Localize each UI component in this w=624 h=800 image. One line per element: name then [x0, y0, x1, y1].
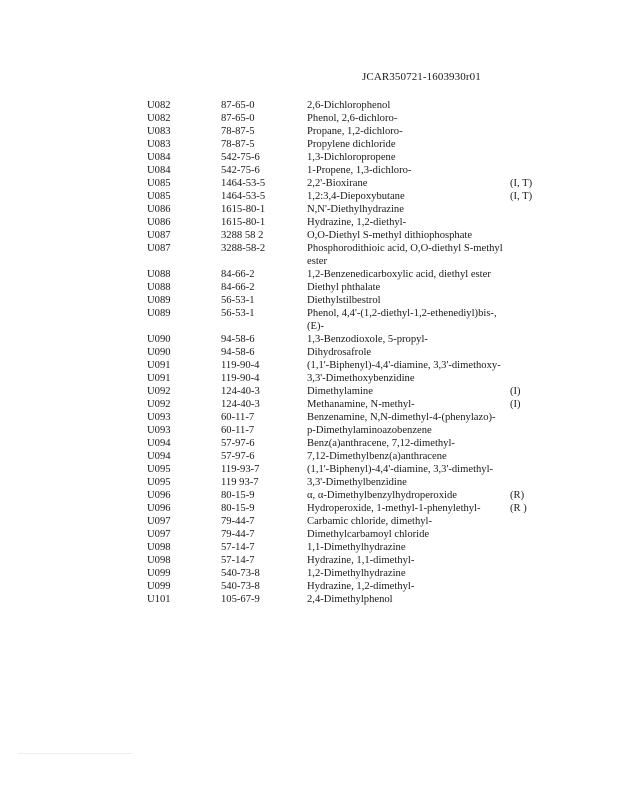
hazard-code [510, 515, 546, 528]
hazard-code [510, 112, 546, 125]
cas-number: 87-65-0 [221, 113, 255, 124]
table-row [147, 437, 546, 450]
hazard-code [510, 554, 546, 567]
footer-divider [18, 753, 133, 754]
cas-number: 119-90-4 [221, 373, 260, 384]
table-row [147, 515, 546, 528]
table-row [147, 359, 546, 372]
table-row [147, 398, 546, 411]
hazardous-waste-table [147, 99, 546, 606]
substance-name: p-Dimethylaminoazobenzene [307, 425, 432, 436]
cas-number: 1615-80-1 [221, 217, 266, 228]
substance-name: 1,3-Dichloropropene [307, 152, 396, 163]
hazard-code [510, 450, 546, 463]
cas-number: 540-73-8 [221, 581, 260, 592]
table-row [147, 580, 546, 593]
substance-name: α, α-Dimethylbenzylhydroperoxide [307, 490, 457, 501]
waste-code: U087 [147, 230, 171, 241]
substance-name: Hydrazine, 1,2-dimethyl- [307, 581, 415, 592]
cas-number: 542-75-6 [221, 165, 260, 176]
waste-code: U099 [147, 581, 171, 592]
table-row [147, 112, 546, 125]
hazard-code [510, 463, 546, 476]
waste-code: U087 [147, 243, 171, 254]
substance-name: 2,4-Dimethylphenol [307, 594, 393, 605]
waste-code: U096 [147, 490, 171, 501]
waste-code: U101 [147, 594, 171, 605]
table-row [147, 177, 546, 190]
substance-name: 1,1-Dimethylhydrazine [307, 542, 406, 553]
substance-name: Propylene dichloride [307, 139, 396, 150]
waste-code: U098 [147, 542, 171, 553]
table-row [147, 242, 546, 268]
substance-name: (1,1'-Biphenyl)-4,4'-diamine, 3,3'-dimethoxy- [307, 360, 501, 371]
waste-code: U085 [147, 178, 171, 189]
cas-number: 78-87-5 [221, 126, 255, 137]
substance-name: 1,2-Benzenedicarboxylic acid, diethyl ester [307, 269, 491, 280]
hazard-code: (I) [510, 399, 521, 410]
hazard-code [510, 359, 546, 372]
substance-name: Dihydrosafrole [307, 347, 372, 358]
substance-name: Methanamine, N-methyl- [307, 399, 415, 410]
waste-code: U082 [147, 113, 171, 124]
cas-number: 87-65-0 [221, 100, 255, 111]
hazard-code [510, 411, 546, 424]
hazard-code [510, 268, 546, 281]
table-row [147, 164, 546, 177]
cas-number: 78-87-5 [221, 139, 255, 150]
cas-number: 94-58-6 [221, 334, 255, 345]
hazard-code [510, 541, 546, 554]
waste-code: U090 [147, 334, 171, 345]
cas-number: 94-58-6 [221, 347, 255, 358]
table-row [147, 463, 546, 476]
waste-code: U096 [147, 503, 171, 514]
hazard-code [510, 333, 546, 346]
substance-name: Phosphorodithioic acid, O,O-diethyl S-methyl ester [307, 243, 503, 267]
cas-number: 119-93-7 [221, 464, 260, 475]
waste-code: U085 [147, 191, 171, 202]
cas-number: 3288 58 2 [221, 230, 264, 241]
hazard-code [510, 138, 546, 151]
table-row [147, 229, 546, 242]
substance-name: Benz(a)anthracene, 7,12-dimethyl- [307, 438, 455, 449]
cas-number: 57-14-7 [221, 555, 255, 566]
waste-code: U095 [147, 477, 171, 488]
substance-name: 1,3-Benzodioxole, 5-propyl- [307, 334, 428, 345]
cas-number: 1464-53-5 [221, 191, 266, 202]
waste-code: U095 [147, 464, 171, 475]
table-row [147, 346, 546, 359]
table-row [147, 476, 546, 489]
hazard-code [510, 307, 546, 333]
cas-number: 80-15-9 [221, 490, 255, 501]
hazard-code [510, 346, 546, 359]
cas-number: 84-66-2 [221, 282, 255, 293]
hazard-code [510, 164, 546, 177]
waste-code: U091 [147, 360, 171, 371]
substance-name: Phenol, 4,4'-(1,2-diethyl-1,2-ethenediyl)bis-, (E)- [307, 308, 497, 332]
cas-number: 60-11-7 [221, 412, 255, 423]
waste-code: U094 [147, 451, 171, 462]
cas-number: 84-66-2 [221, 269, 255, 280]
hazard-code [510, 567, 546, 580]
waste-code: U099 [147, 568, 171, 579]
hazard-code [510, 593, 546, 606]
hazard-code: (R ) [510, 503, 527, 514]
cas-number: 57-97-6 [221, 438, 255, 449]
substance-name: Phenol, 2,6-dichloro- [307, 113, 398, 124]
waste-code: U092 [147, 399, 171, 410]
cas-number: 105-67-9 [221, 594, 260, 605]
table-row [147, 138, 546, 151]
cas-number: 1464-53-5 [221, 178, 266, 189]
waste-code: U094 [147, 438, 171, 449]
table-row [147, 333, 546, 346]
cas-number: 119-90-4 [221, 360, 260, 371]
cas-number: 542-75-6 [221, 152, 260, 163]
table-row [147, 541, 546, 554]
substance-name: Hydrazine, 1,2-diethyl- [307, 217, 407, 228]
table-row [147, 294, 546, 307]
substance-name: Hydroperoxide, 1-methyl-1-phenylethyl- [307, 503, 481, 514]
table-row [147, 567, 546, 580]
waste-code: U097 [147, 529, 171, 540]
hazard-code [510, 151, 546, 164]
substance-name: O,O-Diethyl S-methyl dithiophosphate [307, 230, 473, 241]
table-row [147, 372, 546, 385]
table-row [147, 307, 546, 333]
cas-number: 124-40-3 [221, 399, 260, 410]
cas-number: 56-53-1 [221, 308, 255, 319]
waste-code: U088 [147, 269, 171, 280]
cas-number: 119 93-7 [221, 477, 259, 488]
cas-number: 56-53-1 [221, 295, 255, 306]
waste-code: U083 [147, 139, 171, 150]
hazard-code [510, 125, 546, 138]
hazard-code [510, 229, 546, 242]
cas-number: 1615-80-1 [221, 204, 266, 215]
cas-number: 3288-58-2 [221, 243, 266, 254]
table-row [147, 554, 546, 567]
substance-name: (1,1'-Biphenyl)-4,4'-diamine, 3,3'-dimethyl- [307, 464, 494, 475]
table-body [147, 99, 546, 606]
hazard-code: (R) [510, 490, 525, 501]
substance-name: Benzenamine, N,N-dimethyl-4-(phenylazo)- [307, 412, 496, 423]
substance-name: Hydrazine, 1,1-dimethyl- [307, 555, 415, 566]
waste-code: U097 [147, 516, 171, 527]
substance-name: 7,12-Dimethylbenz(a)anthracene [307, 451, 447, 462]
table-row [147, 268, 546, 281]
table-row [147, 450, 546, 463]
cas-number: 79-44-7 [221, 529, 255, 540]
substance-name: N,N'-Diethylhydrazine [307, 204, 404, 215]
hazard-code: (I, T) [510, 191, 533, 202]
hazard-code [510, 294, 546, 307]
waste-code: U089 [147, 308, 171, 319]
substance-name: 3,3'-Dimethoxybenzidine [307, 373, 415, 384]
hazard-code [510, 242, 546, 268]
substance-name: Diethylstilbestrol [307, 295, 381, 306]
table-row [147, 593, 546, 606]
table-row [147, 190, 546, 203]
waste-code: U083 [147, 126, 171, 137]
hazard-code [510, 99, 546, 112]
substance-name: Dimethylcarbamoyl chloride [307, 529, 430, 540]
waste-code: U082 [147, 100, 171, 111]
table-row [147, 424, 546, 437]
table-row [147, 411, 546, 424]
cas-number: 60-11-7 [221, 425, 255, 436]
hazard-code [510, 528, 546, 541]
hazard-code [510, 424, 546, 437]
table-row [147, 151, 546, 164]
cas-number: 57-97-6 [221, 451, 255, 462]
table-row [147, 203, 546, 216]
substance-name: 2,6-Dichlorophenol [307, 100, 391, 111]
substance-name: 1,2:3,4-Diepoxybutane [307, 191, 405, 202]
table-row [147, 216, 546, 229]
waste-code: U091 [147, 373, 171, 384]
waste-code: U090 [147, 347, 171, 358]
waste-code: U088 [147, 282, 171, 293]
waste-code: U086 [147, 217, 171, 228]
hazard-code [510, 580, 546, 593]
document-id: JCAR350721-1603930r01 [362, 71, 481, 83]
cas-number: 80-15-9 [221, 503, 255, 514]
table-row [147, 489, 546, 502]
hazard-code [510, 372, 546, 385]
waste-code: U086 [147, 204, 171, 215]
substance-name: Diethyl phthalate [307, 282, 381, 293]
waste-code: U093 [147, 412, 171, 423]
table-row [147, 385, 546, 398]
substance-name: 1,2-Dimethylhydrazine [307, 568, 406, 579]
hazard-code: (I, T) [510, 178, 533, 189]
table-row [147, 281, 546, 294]
table-row [147, 502, 546, 515]
hazard-code [510, 281, 546, 294]
substance-name: Propane, 1,2-dichloro- [307, 126, 403, 137]
waste-code: U092 [147, 386, 171, 397]
cas-number: 124-40-3 [221, 386, 260, 397]
cas-number: 540-73-8 [221, 568, 260, 579]
waste-code: U089 [147, 295, 171, 306]
waste-code: U098 [147, 555, 171, 566]
hazard-code [510, 203, 546, 216]
hazard-code: (I) [510, 386, 521, 397]
table-row [147, 528, 546, 541]
substance-name: Dimethylamine [307, 386, 373, 397]
table-row [147, 99, 546, 112]
substance-name: 1-Propene, 1,3-dichloro- [307, 165, 412, 176]
cas-number: 79-44-7 [221, 516, 255, 527]
table-row [147, 125, 546, 138]
substance-name: 2,2'-Bioxirane [307, 178, 368, 189]
cas-number: 57-14-7 [221, 542, 255, 553]
waste-code: U084 [147, 152, 171, 163]
substance-name: 3,3'-Dimethylbenzidine [307, 477, 407, 488]
substance-name: Carbamic chloride, dimethyl- [307, 516, 433, 527]
waste-code: U093 [147, 425, 171, 436]
hazard-code [510, 437, 546, 450]
waste-code: U084 [147, 165, 171, 176]
hazard-code [510, 216, 546, 229]
hazard-code [510, 476, 546, 489]
